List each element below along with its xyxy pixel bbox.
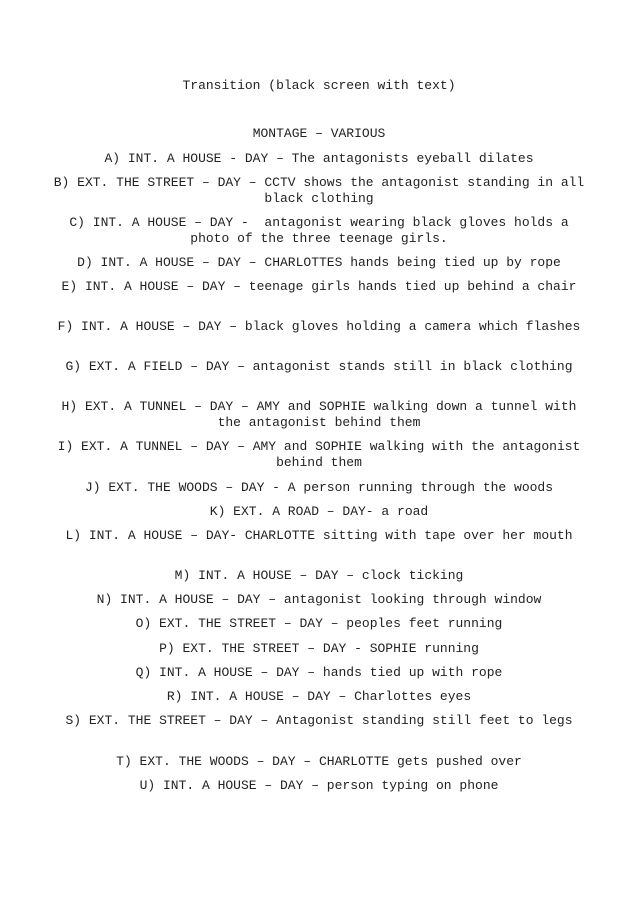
shot-k: K) EXT. A ROAD – DAY- a road	[209, 504, 429, 519]
shot-a: A) INT. A HOUSE - DAY – The antagonists eyeball dilates	[104, 151, 534, 166]
shot-e: E) INT. A HOUSE – DAY – teenage girls hands tied up behind a chair	[61, 279, 577, 294]
shot-b: B) EXT. THE STREET – DAY – CCTV shows the antagonist standing in all black clothing	[53, 175, 593, 206]
shot-m: M) INT. A HOUSE – DAY – clock ticking	[174, 568, 464, 583]
shot-p: P) EXT. THE STREET – DAY - SOPHIE running	[159, 641, 479, 656]
shot-o: O) EXT. THE STREET – DAY – peoples feet running	[135, 616, 503, 631]
shot-f: F) INT. A HOUSE – DAY – black gloves holding a camera which flashes	[57, 319, 581, 334]
transition-line: Transition (black screen with text)	[182, 78, 456, 93]
shot-t: T) EXT. THE WOODS – DAY – CHARLOTTE gets pushed over	[116, 754, 522, 769]
montage-heading: MONTAGE – VARIOUS	[252, 126, 386, 141]
shot-j: J) EXT. THE WOODS – DAY - A person running through the woods	[84, 480, 554, 495]
shot-g: G) EXT. A FIELD – DAY – antagonist stands still in black clothing	[65, 359, 573, 374]
shot-d: D) INT. A HOUSE – DAY – CHARLOTTES hands being tied up by rope	[77, 255, 561, 270]
shot-s: S) EXT. THE STREET – DAY – Antagonist standing still feet to legs	[65, 713, 573, 728]
shot-n: N) INT. A HOUSE – DAY – antagonist looking through window	[96, 592, 542, 607]
shot-h: H) EXT. A TUNNEL – DAY – AMY and SOPHIE walking down a tunnel with the antagonist behind them	[61, 399, 585, 430]
shot-i: I) EXT. A TUNNEL – DAY – AMY and SOPHIE walking with the antagonist behind them	[57, 439, 589, 470]
shot-r: R) INT. A HOUSE – DAY – Charlottes eyes	[166, 689, 472, 704]
shot-u: U) INT. A HOUSE – DAY – person typing on phone	[139, 778, 499, 793]
shot-q: Q) INT. A HOUSE – DAY – hands tied up with rope	[135, 665, 503, 680]
shot-l: L) INT. A HOUSE – DAY- CHARLOTTE sitting with tape over her mouth	[65, 528, 573, 543]
shot-c: C) INT. A HOUSE – DAY - antagonist wearing black gloves holds a photo of the three teenage girls.	[69, 215, 577, 246]
